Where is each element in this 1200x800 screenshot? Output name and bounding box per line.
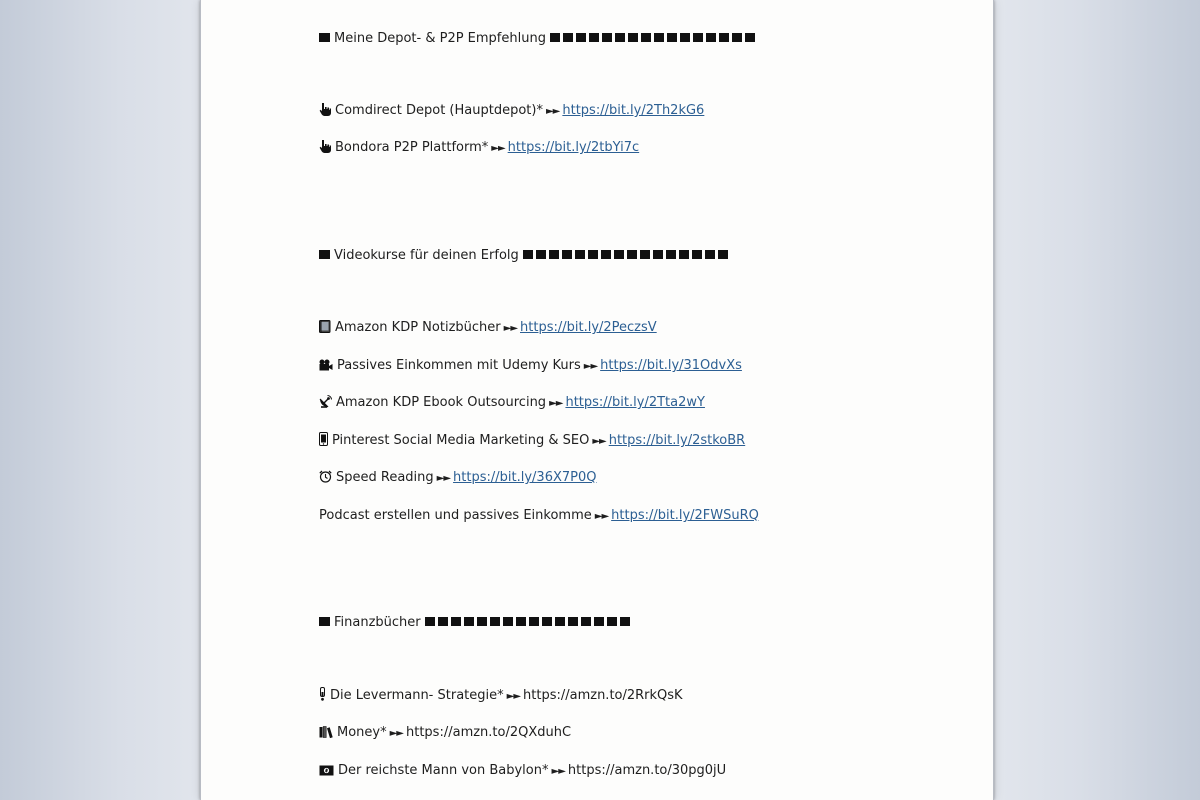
arrow-icon: ►► <box>551 766 565 777</box>
list-item-levermann <box>319 687 683 706</box>
arrow-icon: ►► <box>503 323 518 334</box>
list-item-bondora <box>319 139 639 158</box>
section-heading-videokurse <box>319 247 728 265</box>
arrow-icon: ►► <box>549 398 563 409</box>
link-kdp-ebook[interactable]: https://bit.ly/2Tta2wY <box>565 395 705 410</box>
item-label: Bondora P2P Plattform* <box>335 140 489 155</box>
black-square-bar-icon <box>550 33 755 42</box>
link-kdp-notizbuecher[interactable]: https://bit.ly/2PeczsV <box>520 320 657 335</box>
link-speed-reading[interactable]: https://bit.ly/36X7P0Q <box>453 470 597 485</box>
arrow-icon: ►► <box>436 473 451 484</box>
item-label: Speed Reading <box>336 470 434 485</box>
black-square-icon <box>319 617 330 626</box>
arrow-icon: ►► <box>583 361 598 372</box>
black-square-icon <box>319 250 330 259</box>
black-square-bar-icon <box>425 617 630 626</box>
item-label: Die Levermann- Strategie* <box>330 688 504 703</box>
link-udemy[interactable]: https://bit.ly/31OdvXs <box>600 358 742 373</box>
url-money: https://amzn.to/2QXduhC <box>406 725 572 740</box>
section-title: Finanzbücher <box>334 615 421 630</box>
satellite-dish-icon <box>319 395 332 408</box>
arrow-icon: ►► <box>545 106 560 117</box>
pointing-hand-icon <box>319 103 331 116</box>
arrow-icon: ►► <box>389 728 403 739</box>
list-item-pinterest <box>319 432 745 451</box>
exclamation-icon <box>319 687 326 701</box>
link-bondora[interactable]: https://bit.ly/2tbYi7c <box>507 140 640 155</box>
list-item-kdp-notizbuecher <box>319 319 657 338</box>
list-item-comdirect <box>319 102 704 121</box>
link-podcast[interactable]: https://bit.ly/2FWSuRQ <box>611 508 759 523</box>
banknote-icon <box>319 765 334 776</box>
link-comdirect[interactable]: https://bit.ly/2Th2kG6 <box>562 103 705 118</box>
section-heading-finanzbuecher <box>319 614 630 632</box>
item-label: Pinterest Social Media Marketing & SEO <box>332 433 590 448</box>
item-label: Podcast erstellen und passives Einkomme <box>319 508 592 523</box>
books-icon <box>319 726 333 738</box>
item-label: Amazon KDP Notizbücher <box>335 320 501 335</box>
document-page <box>200 0 994 800</box>
video-camera-icon <box>319 359 333 371</box>
arrow-icon: ►► <box>506 691 521 702</box>
item-label: Passives Einkommen mit Udemy Kurs <box>337 358 581 373</box>
arrow-icon: ►► <box>592 436 606 447</box>
url-levermann: https://amzn.to/2RrkQsK <box>523 688 683 703</box>
list-item-podcast <box>319 507 759 526</box>
list-item-speed-reading <box>319 469 597 488</box>
section-heading-depot <box>319 30 755 48</box>
list-item-babylon <box>319 762 726 781</box>
section-title: Videokurse für deinen Erfolg <box>334 248 519 263</box>
list-item-udemy <box>319 357 742 376</box>
book-icon <box>319 320 331 333</box>
list-item-money <box>319 724 571 743</box>
url-babylon: https://amzn.to/30pg0jU <box>567 763 727 778</box>
black-square-bar-icon <box>523 250 728 259</box>
item-label: Comdirect Depot (Hauptdepot)* <box>335 103 543 118</box>
pointing-hand-icon <box>319 140 331 153</box>
mobile-phone-icon <box>319 432 328 446</box>
item-label: Der reichste Mann von Babylon* <box>338 763 549 778</box>
item-label: Money* <box>337 725 387 740</box>
list-item-kdp-ebook <box>319 394 705 413</box>
arrow-icon: ►► <box>491 143 505 154</box>
alarm-clock-icon <box>319 470 332 483</box>
section-title: Meine Depot- & P2P Empfehlung <box>334 31 546 46</box>
link-pinterest[interactable]: https://bit.ly/2stkoBR <box>608 433 746 448</box>
black-square-icon <box>319 33 330 42</box>
item-label: Amazon KDP Ebook Outsourcing <box>336 395 547 410</box>
arrow-icon: ►► <box>594 511 609 522</box>
